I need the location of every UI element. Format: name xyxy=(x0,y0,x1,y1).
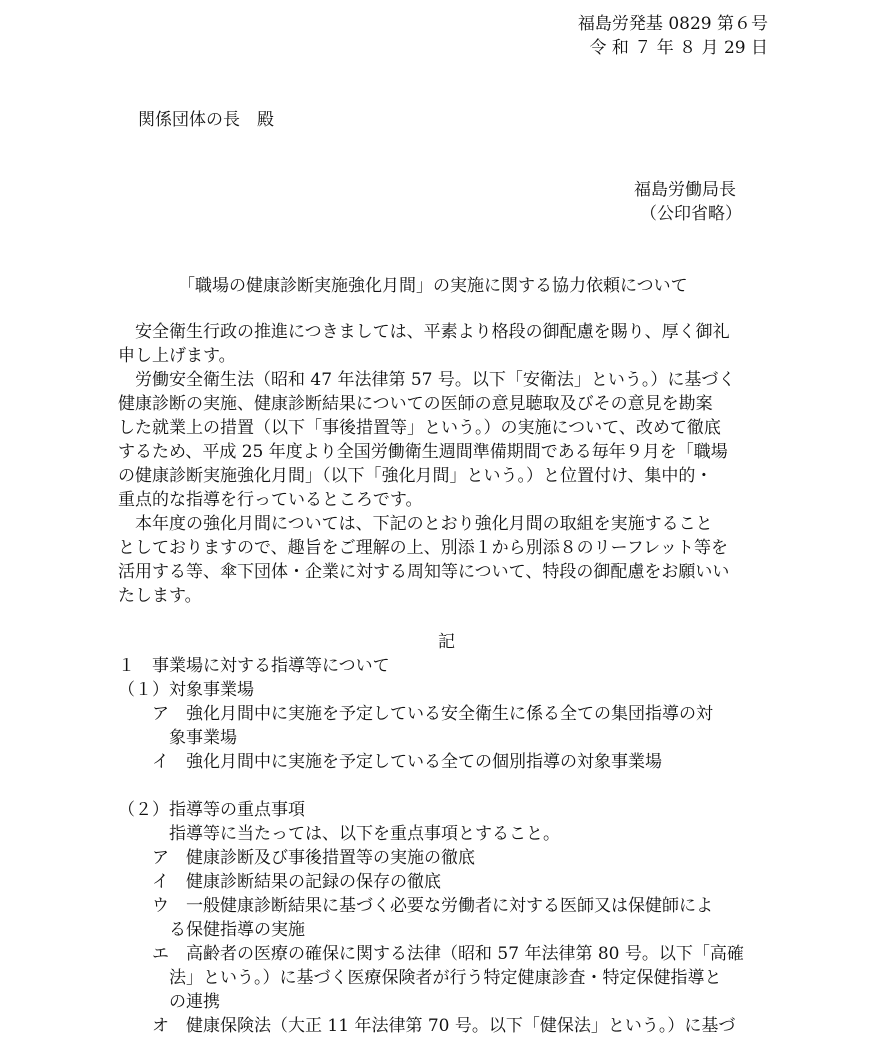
document-date: 令 和 ７ 年 ８ 月 29 日 xyxy=(589,38,768,58)
outline-line: る保健指導の実施 xyxy=(118,920,305,940)
document-title: 「職場の健康診断実施強化月間」の実施に関する協力依頼について xyxy=(178,276,688,296)
outline-line: 法」という。）に基づく医療保険者が行う特定健康診査・特定保健指導と xyxy=(118,968,722,988)
outline-line: ア 健康診断及び事後措置等の実施の徹底 xyxy=(118,848,475,868)
document-number: 福島労発基 0829 第６号 xyxy=(577,14,768,34)
outline-line: （２）指導等の重点事項 xyxy=(118,800,305,820)
outline-line: 象事業場 xyxy=(118,728,237,748)
body-line: 本年度の強化月間については、下記のとおり強化月間の取組を実施すること xyxy=(118,514,713,534)
outline-line: の連携 xyxy=(118,992,220,1012)
body-line: としておりますので、趣旨をご理解の上、別添１から別添８のリーフレット等を xyxy=(118,538,728,558)
outline-line: イ 強化月間中に実施を予定している全ての個別指導の対象事業場 xyxy=(118,752,662,772)
body-line: 重点的な指導を行っているところです。 xyxy=(118,490,423,510)
body-line: した就業上の措置（以下「事後措置等」という。）の実施について、改めて徹底 xyxy=(118,418,721,438)
seal-note: （公印省略） xyxy=(640,204,742,224)
outline-line: オ 健康保険法（大正 11 年法律第 70 号。以下「健保法」という。）に基づ xyxy=(118,1016,736,1036)
outline-line: １ 事業場に対する指導等について xyxy=(118,656,390,676)
body-line: の健康診断実施強化月間」（以下「強化月間」という。）と位置付け、集中的・ xyxy=(118,466,713,486)
body-line: 健康診断の実施、健康診断結果についての医師の意見聴取及びその意見を勘案 xyxy=(118,394,713,414)
body-line: 申し上げます。 xyxy=(118,346,236,366)
outline-line: 指導等に当たっては、以下を重点事項とすること。 xyxy=(118,824,560,844)
outline-line: ア 強化月間中に実施を予定している安全衛生に係る全ての集団指導の対 xyxy=(118,704,713,724)
body-line: するため、平成 25 年度より全国労働衛生週間準備期間である毎年９月を「職場 xyxy=(118,442,728,462)
body-line: 活用する等、傘下団体・企業に対する周知等について、特段の御配慮をお願いい xyxy=(118,562,730,582)
outline-line: エ 高齢者の医療の確保に関する法律（昭和 57 年法律第 80 号。以下「高確 xyxy=(118,944,744,964)
addressee: 関係団体の長 殿 xyxy=(138,110,274,130)
outline-line: （１）対象事業場 xyxy=(118,680,254,700)
outline-line: イ 健康診断結果の記録の保存の徹底 xyxy=(118,872,441,892)
body-line: 労働安全衛生法（昭和 47 年法律第 57 号。以下「安衛法」という。）に基づく xyxy=(118,370,736,390)
ki-heading: 記 xyxy=(438,632,455,652)
body-line: たします。 xyxy=(118,586,202,606)
outline-line: ウ 一般健康診断結果に基づく必要な労働者に対する医師又は保健師によ xyxy=(118,896,713,916)
sender-name: 福島労働局長 xyxy=(634,180,736,200)
body-line: 安全衛生行政の推進につきましては、平素より格段の御配慮を賜り、厚く御礼 xyxy=(118,322,730,342)
